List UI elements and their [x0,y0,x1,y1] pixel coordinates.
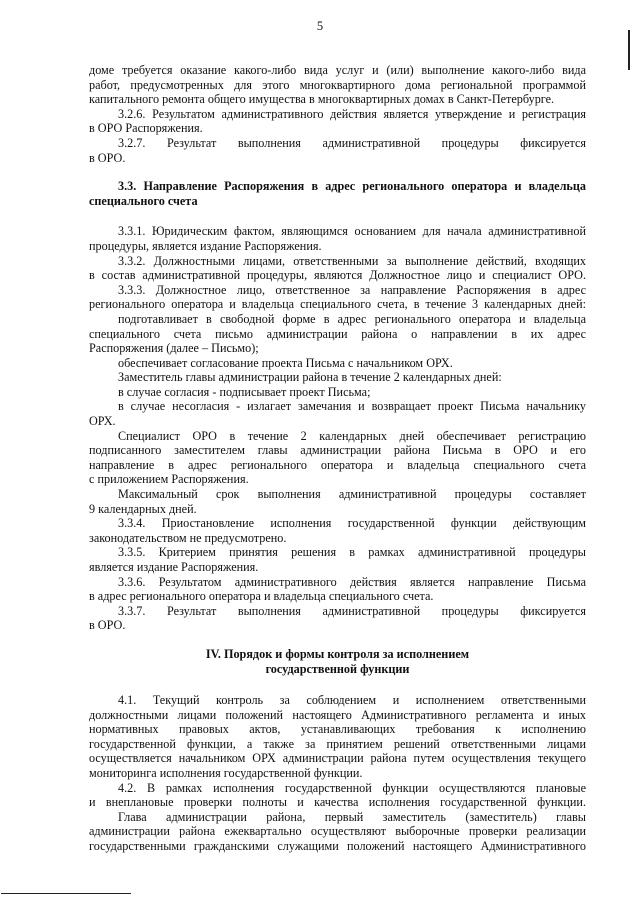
text-line: государственными гражданскими служащими положений настоящего Административного [89,838,586,853]
text-line: регионального оператора и владельца специального счета, в течение 3 календарных дней: [89,297,586,312]
section-title-line: специального счета [89,193,198,208]
footnote-separator [1,893,131,894]
text-line: процедуры, является издание Распоряжения. [89,238,322,253]
text-line: подписанного заместителем главы администрации района Письма в ОРО и его [89,443,586,458]
text-line: доме требуется оказание какого-либо вида услуг и (или) выполнение какого-либо вида [89,63,586,77]
text-line: в ОРО. [89,618,126,633]
text-line: 4.1. Текущий контроль за соблюдением и исполнением ответственными [118,692,586,707]
text-line: государственной функции, а также за принятием решений ответственными лицами [89,736,586,751]
text-line: 3.3.6. Результатом административного действия является направление Письма [118,574,586,589]
document-body [89,63,586,854]
text-line: работ, предусмотренных для этого многоквартирного дома региональной программой [89,77,586,92]
text-line: капитального ремонта общего имущества в многоквартирных домах в Санкт-Петербурге. [89,92,555,107]
text-line: в адрес регионального оператора и владельца специального счета. [89,589,434,604]
page-number: 5 [316,19,324,33]
text-line: в случае согласия - подписывает проект Письма; [118,384,371,399]
text-line: Распоряжения (далее – Письмо); [89,341,259,356]
text-line: Максимальный срок выполнения административной процедуры составляет [118,487,586,502]
text-line: 3.3.3. Должностное лицо, ответственное за направление Распоряжения в адрес [118,282,586,297]
text-line: ОРХ. [89,414,116,429]
text-line: специального счета письмо администрации района о направлении в их адрес [89,326,586,341]
text-line: и внеплановые проверки полноты и качества исполнения государственной функции. [89,795,586,810]
text-line: нормативных правовых актов, устанавливающих требования к исполнению [89,722,586,737]
spacer [89,677,586,693]
text-line: 3.2.6. Результатом административного действия является утверждение и регистрация [118,106,586,121]
text-line: обеспечивает согласование проекта Письма с начальником ОРХ. [118,355,453,370]
text-line: в ОРО. [89,150,126,165]
text-line: с приложением Распоряжения. [89,472,249,487]
text-line: должностными лицами положений настоящего Административного регламента и иных [89,707,586,722]
text-line: в ОРО Распоряжения. [89,121,203,136]
text-line: 9 календарных дней. [89,501,197,516]
spacer [89,633,586,647]
text-line: Заместитель главы администрации района в течение 2 календарных дней: [118,370,502,385]
text-line: в состав административной процедуры, являются Должностное лицо и специалист ОРО. [89,268,586,283]
text-line: 3.3.5. Критерием принятия решения в рамках административной процедуры [118,545,586,560]
spacer [89,165,586,179]
text-line: законодательством не предусмотрено. [89,530,287,545]
text-line: мониторинга исполнения государственной функции. [89,765,363,780]
text-line: 3.2.7. Результат выполнения административной процедуры фиксируется [118,135,586,150]
chapter-title-line: государственной функции [265,661,410,676]
text-line: осуществляется начальником ОРХ администрации района путем осуществления текущего [89,751,586,766]
text-line: 3.3.1. Юридическим фактом, являющимся основанием для начала административной [118,224,586,239]
text-line: Глава администрации района, первый заместитель (заместитель) главы [118,809,586,824]
text-line: 3.3.7. Результат выполнения административной процедуры фиксируется [118,603,586,618]
text-line: подготавливает в свободной форме в адрес регионального оператора и владельца [118,311,586,326]
text-line: 4.2. В рамках исполнения государственной функции осуществляются плановые [118,780,586,795]
section-title-line: 3.3. Направление Распоряжения в адрес регионального оператора и владельца [118,179,586,194]
text-line: является издание Распоряжения. [89,560,259,574]
text-line: в случае несогласия - излагает замечания и возвращает проект Письма начальнику [118,399,586,414]
text-line: 3.3.4. Приостановление исполнения государственной функции действующим [118,516,586,531]
text-line: администрации района ежеквартально осуществляют выборочные проверки реализации [89,824,586,839]
chapter-title-line: IV. Порядок и формы контроля за исполнением [205,646,470,661]
text-line: 3.3.2. Должностными лицами, ответственными за выполнение действий, входящих [118,253,586,268]
spacer [89,208,586,224]
section-title-3-3 [89,179,586,194]
text-line: направление в адрес регионального оператора и владельца специального счета [89,457,586,472]
text-line: Специалист ОРО в течение 2 календарных дней обеспечивает регистрацию [118,428,586,443]
scan-edge-mark [628,30,630,70]
